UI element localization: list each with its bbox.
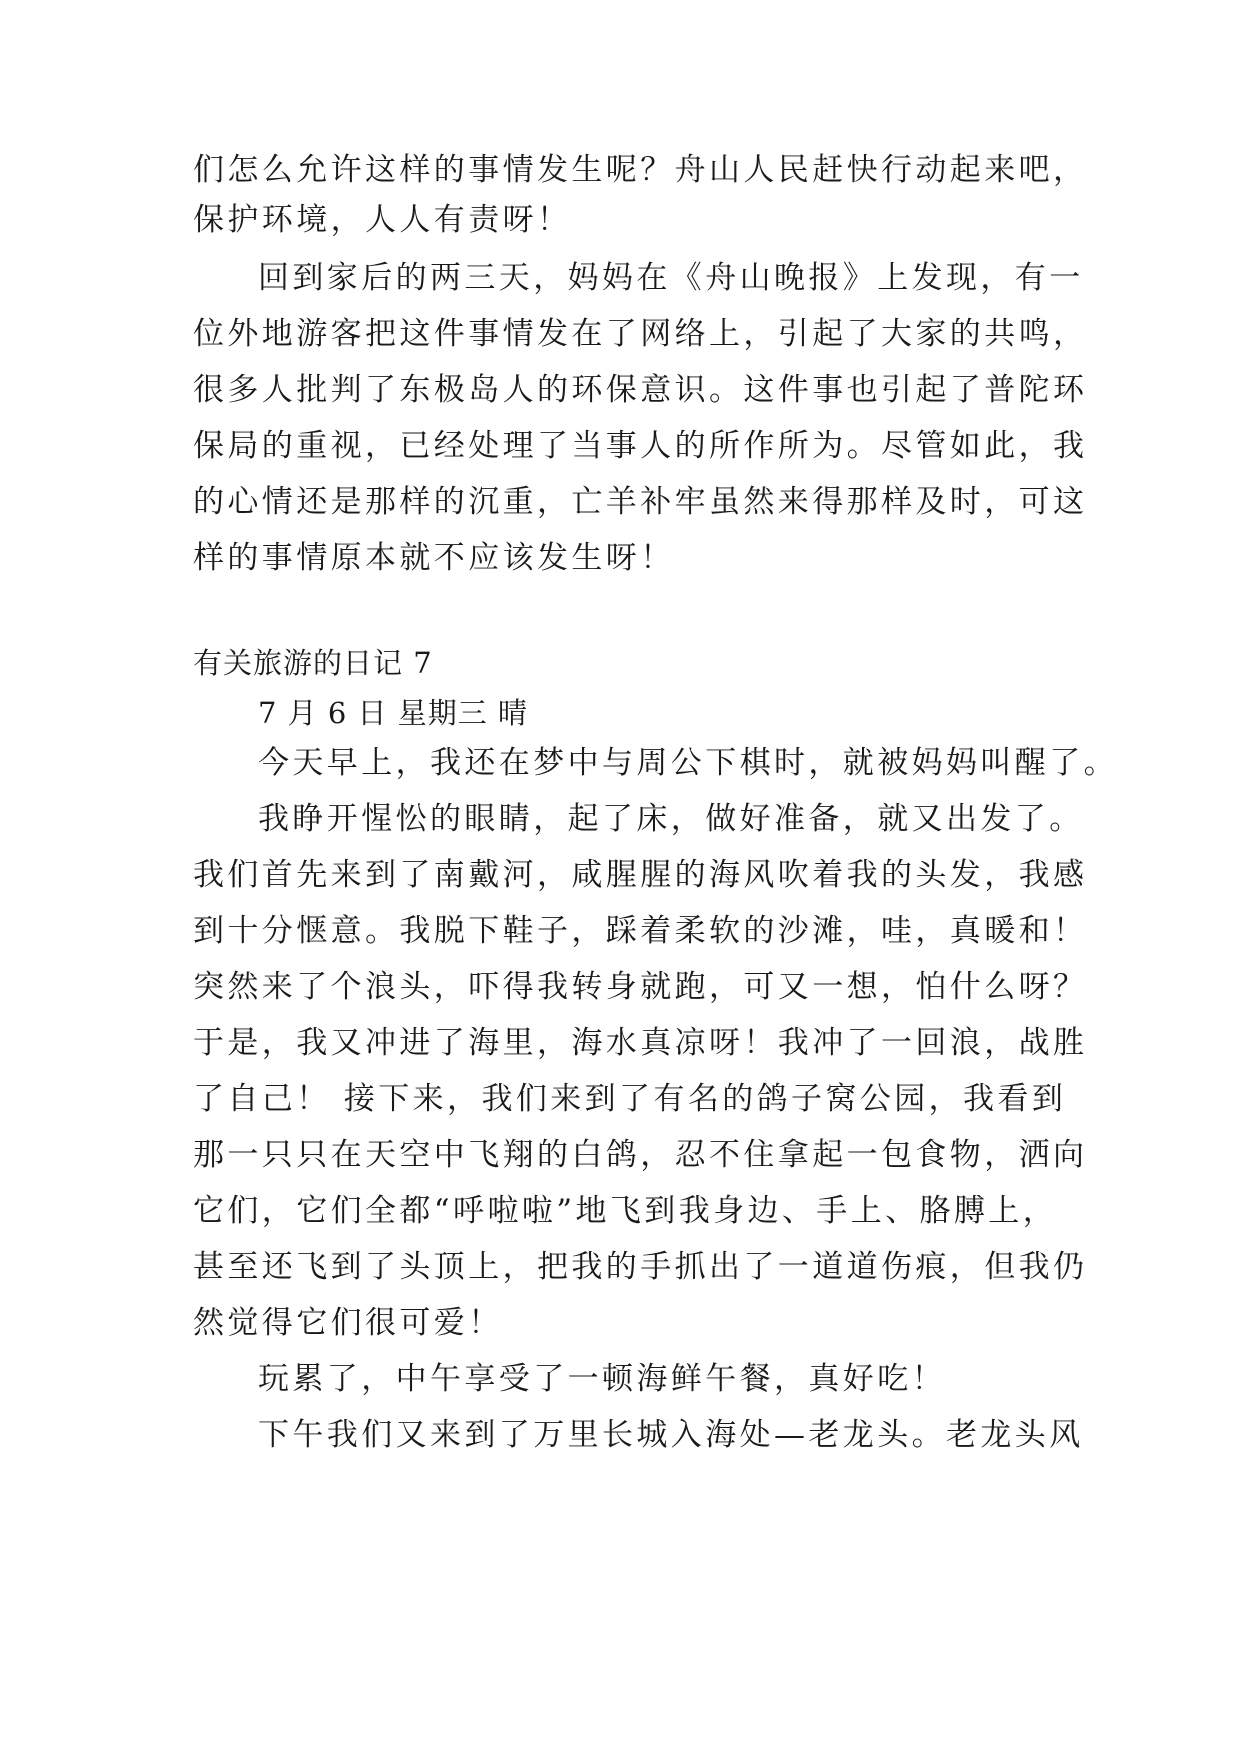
paragraph-4-line-10: 然觉得它们很可爱！ bbox=[193, 1305, 503, 1341]
paragraph-4-line-4: 突然来了个浪头，吓得我转身就跑，可又一想，怕什么呀？ bbox=[193, 969, 1088, 1005]
paragraph-2-line-6: 样的事情原本就不应该发生呀！ bbox=[193, 540, 675, 576]
paragraph-4-line-1: 我睁开惺忪的眼睛，起了床，做好准备，就又出发了。 bbox=[258, 801, 1084, 837]
paragraph-2-line-3: 很多人批判了东极岛人的环保意识。这件事也引起了普陀环 bbox=[193, 372, 1088, 408]
paragraph-1-line-1: 们怎么允许这样的事情发生呢？舟山人民赶快行动起来吧， bbox=[193, 152, 1088, 188]
paragraph-4-line-7: 那一只只在天空中飞翔的白鸽，忍不住拿起一包食物，洒向 bbox=[193, 1137, 1088, 1173]
section-title: 有关旅游的日记 7 bbox=[193, 646, 433, 680]
paragraph-2-line-2: 位外地游客把这件事情发在了网络上，引起了大家的共鸣， bbox=[193, 316, 1088, 352]
paragraph-4-line-9: 甚至还飞到了头顶上，把我的手抓出了一道道伤痕，但我仍 bbox=[193, 1249, 1088, 1285]
paragraph-5-line-1: 玩累了，中午享受了一顿海鲜午餐，真好吃！ bbox=[258, 1361, 946, 1397]
paragraph-4-line-5: 于是，我又冲进了海里，海水真凉呀！我冲了一回浪，战胜 bbox=[193, 1025, 1088, 1061]
paragraph-1-line-2: 保护环境，人人有责呀！ bbox=[193, 202, 572, 238]
paragraph-2-line-5: 的心情还是那样的沉重，亡羊补牢虽然来得那样及时，可这 bbox=[193, 484, 1088, 520]
paragraph-4-line-6: 了自己！ 接下来，我们来到了有名的鸽子窝公园，我看到 bbox=[193, 1081, 1067, 1117]
paragraph-2-line-4: 保局的重视，已经处理了当事人的所作所为。尽管如此，我 bbox=[193, 428, 1088, 464]
paragraph-2-line-1: 回到家后的两三天，妈妈在《舟山晚报》上发现，有一 bbox=[258, 260, 1084, 296]
paragraph-4-line-2: 我们首先来到了南戴河，咸腥腥的海风吹着我的头发，我感 bbox=[193, 857, 1088, 893]
paragraph-6-line-1: 下午我们又来到了万里长城入海处—老龙头。老龙头风 bbox=[258, 1417, 1084, 1453]
paragraph-4-line-3: 到十分惬意。我脱下鞋子，踩着柔软的沙滩，哇，真暖和！ bbox=[193, 913, 1088, 949]
date-line: 7 月 6 日 星期三 晴 bbox=[258, 696, 528, 730]
paragraph-3-line-1: 今天早上，我还在梦中与周公下棋时，就被妈妈叫醒了。 bbox=[258, 745, 1118, 781]
paragraph-4-line-8: 它们，它们全都“呼啦啦”地飞到我身边、手上、胳膊上， bbox=[193, 1193, 1058, 1229]
